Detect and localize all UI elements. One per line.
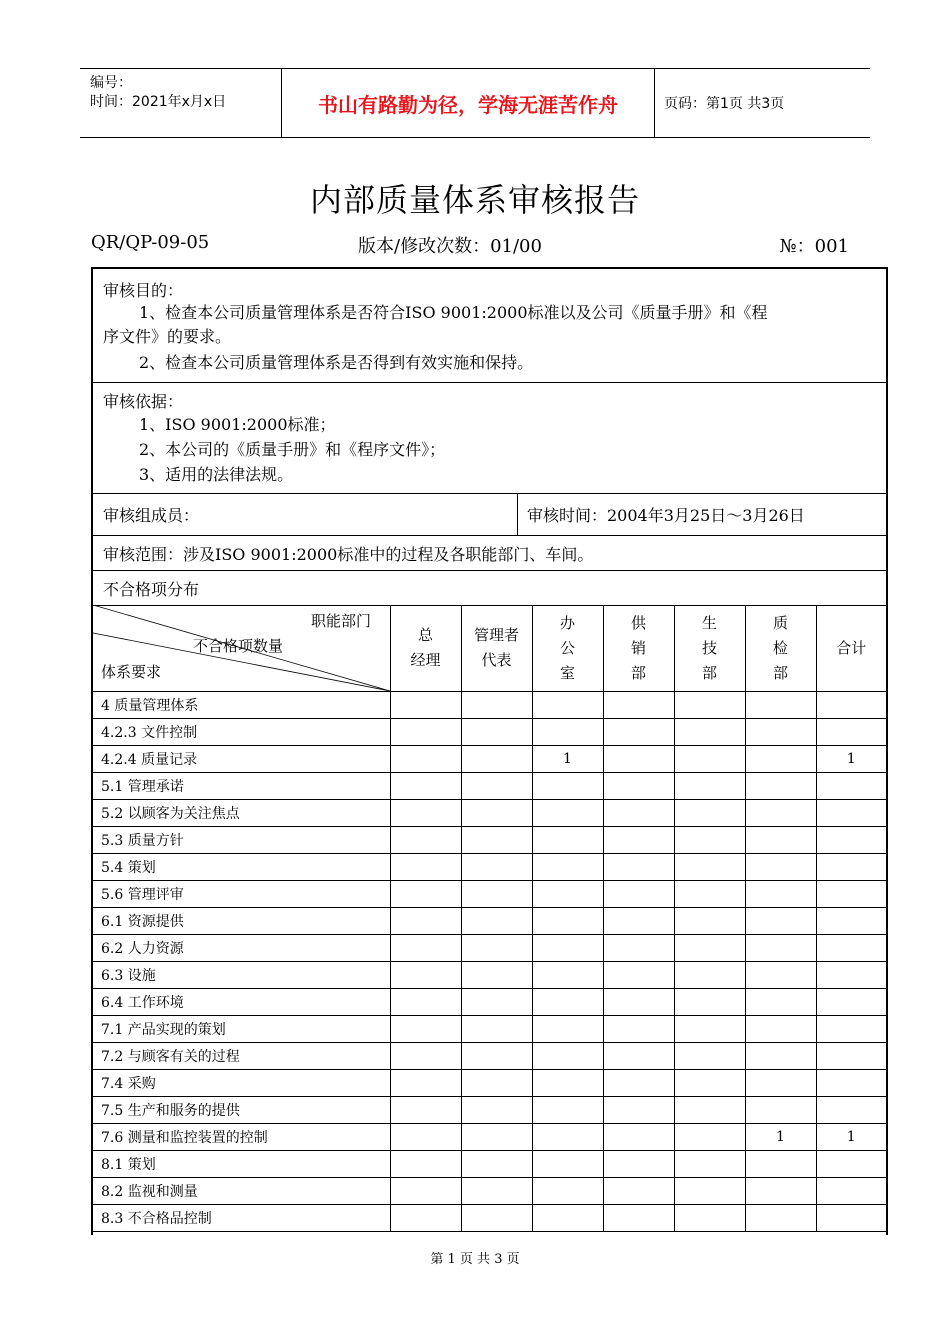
requirement-label: 6.4 工作环境 — [93, 989, 390, 1016]
count-cell — [532, 692, 603, 719]
count-cell — [745, 1205, 816, 1232]
count-cell — [603, 1016, 674, 1043]
column-header — [603, 605, 674, 692]
count-cell — [674, 800, 745, 827]
table-row — [93, 1043, 886, 1070]
count-cell — [674, 1043, 745, 1070]
count-cell — [532, 1097, 603, 1124]
column-header-line: 销 — [630, 638, 646, 657]
column-header-line: 技 — [701, 638, 717, 657]
code-label: 编号： — [90, 75, 132, 91]
table-row — [93, 1016, 886, 1043]
requirement-label: 6.2 人力资源 — [93, 935, 390, 962]
distribution-title-row — [93, 570, 886, 606]
count-cell — [816, 908, 886, 935]
count-cell — [461, 1178, 532, 1205]
page-info: 页码：第1页 共3页 — [664, 96, 785, 112]
count-cell — [816, 989, 886, 1016]
count-cell — [390, 800, 461, 827]
count-cell: 1 — [816, 1124, 886, 1151]
column-header-line: 合计 — [836, 638, 867, 657]
count-cell — [390, 1016, 461, 1043]
table-row — [93, 692, 886, 719]
table-row — [93, 881, 886, 908]
column-header — [816, 605, 886, 692]
count-cell — [390, 881, 461, 908]
column-header — [390, 605, 461, 692]
diagonal-header-cell — [93, 605, 390, 692]
count-cell — [745, 935, 816, 962]
requirement-label: 8.1 策划 — [93, 1151, 390, 1178]
count-cell — [603, 1178, 674, 1205]
count-cell — [674, 1205, 745, 1232]
audit-team-section — [93, 493, 886, 536]
page-footer: 第 1 页 共 3 页 — [430, 1252, 520, 1267]
count-cell — [603, 1070, 674, 1097]
count-cell — [745, 881, 816, 908]
table-row — [93, 1151, 886, 1178]
count-cell — [532, 1178, 603, 1205]
count-cell — [390, 854, 461, 881]
requirement-label: 4.2.3 文件控制 — [93, 719, 390, 746]
count-cell — [816, 935, 886, 962]
count-cell — [461, 881, 532, 908]
count-cell — [816, 962, 886, 989]
requirement-label: 7.4 采购 — [93, 1070, 390, 1097]
audit-purpose-section — [93, 269, 886, 383]
column-header-line: 管理者 — [473, 626, 519, 644]
column-header-line: 部 — [772, 663, 788, 682]
document-title: 内部质量体系审核报告 — [309, 181, 640, 219]
count-cell — [461, 935, 532, 962]
count-cell — [461, 854, 532, 881]
count-cell — [603, 935, 674, 962]
count-cell — [745, 1097, 816, 1124]
column-header — [461, 605, 532, 692]
audit-time: 审核时间：2004年3月25日～3月26日 — [527, 506, 805, 525]
count-cell — [816, 1043, 886, 1070]
count-cell — [532, 962, 603, 989]
count-cell — [461, 746, 532, 773]
table-header-row — [93, 605, 886, 692]
count-cell — [390, 692, 461, 719]
count-cell — [603, 692, 674, 719]
column-header — [674, 605, 745, 692]
count-cell — [603, 1097, 674, 1124]
count-cell — [603, 827, 674, 854]
count-cell — [816, 1097, 886, 1124]
count-cell — [603, 773, 674, 800]
table-row — [93, 746, 886, 773]
count-cell — [390, 1070, 461, 1097]
table-row — [93, 719, 886, 746]
count-cell — [532, 827, 603, 854]
count-cell — [816, 1016, 886, 1043]
count-cell — [603, 1205, 674, 1232]
motto: 书山有路勤为径，学海无涯苦作舟 — [281, 69, 655, 137]
table-row — [93, 773, 886, 800]
distribution-title: 不合格项分布 — [103, 580, 200, 599]
count-cell — [532, 773, 603, 800]
basis-line: 2、本公司的《质量手册》和《程序文件》； — [139, 440, 446, 459]
count-cell — [532, 989, 603, 1016]
count-cell — [816, 1205, 886, 1232]
audit-scope-section — [93, 535, 886, 571]
column-header-line: 部 — [630, 663, 646, 682]
count-cell — [532, 1043, 603, 1070]
count-cell — [390, 773, 461, 800]
requirement-label: 6.3 设施 — [93, 962, 390, 989]
count-cell — [461, 1043, 532, 1070]
count-cell — [816, 800, 886, 827]
requirement-label: 6.1 资源提供 — [93, 908, 390, 935]
count-cell — [745, 773, 816, 800]
requirement-label: 7.1 产品实现的策划 — [93, 1016, 390, 1043]
count-cell — [390, 1205, 461, 1232]
column-header-line: 检 — [772, 638, 788, 657]
requirement-label: 5.3 质量方针 — [93, 827, 390, 854]
count-cell — [461, 908, 532, 935]
purpose-line: 2、检查本公司质量管理体系是否得到有效实施和保持。 — [139, 353, 534, 372]
requirement-label: 7.5 生产和服务的提供 — [93, 1097, 390, 1124]
table-row — [93, 935, 886, 962]
table-row — [93, 962, 886, 989]
count-cell — [461, 989, 532, 1016]
team-divider — [517, 493, 518, 535]
count-cell — [674, 773, 745, 800]
purpose-line: 序文件》的要求。 — [103, 327, 232, 346]
count-cell — [532, 800, 603, 827]
count-cell — [745, 908, 816, 935]
basis-line: 1、ISO 9001:2000标准； — [139, 415, 336, 434]
table-row — [93, 1070, 886, 1097]
count-cell — [816, 719, 886, 746]
count-cell — [745, 1070, 816, 1097]
count-cell — [674, 962, 745, 989]
count-cell — [390, 1097, 461, 1124]
count-cell — [674, 1097, 745, 1124]
count-cell — [745, 692, 816, 719]
version-info: 版本/修改次数：01/00 — [358, 236, 542, 257]
count-cell — [532, 719, 603, 746]
count-cell — [816, 773, 886, 800]
count-cell — [390, 962, 461, 989]
requirement-label: 4.2.4 质量记录 — [93, 746, 390, 773]
count-cell — [532, 1124, 603, 1151]
audit-purpose-label: 审核目的： — [103, 281, 184, 300]
count-cell — [461, 827, 532, 854]
count-cell: 1 — [816, 746, 886, 773]
count-cell — [532, 1151, 603, 1178]
requirement-label: 5.2 以顾客为关注焦点 — [93, 800, 390, 827]
column-header-line: 质 — [772, 613, 788, 632]
table-row — [93, 1178, 886, 1205]
count-cell — [603, 1124, 674, 1151]
column-header-line: 经理 — [410, 651, 441, 669]
count-cell — [532, 908, 603, 935]
count-cell — [461, 692, 532, 719]
count-cell — [532, 1016, 603, 1043]
count-cell — [603, 1151, 674, 1178]
count-cell — [461, 1070, 532, 1097]
count-cell — [674, 854, 745, 881]
header-left-cell — [80, 69, 280, 137]
requirement-label: 8.3 不合格品控制 — [93, 1205, 390, 1232]
count-cell — [532, 854, 603, 881]
count-cell — [390, 989, 461, 1016]
count-cell — [745, 989, 816, 1016]
count-cell — [674, 746, 745, 773]
count-cell — [390, 1151, 461, 1178]
count-cell — [745, 1016, 816, 1043]
count-cell — [674, 827, 745, 854]
count-cell — [674, 908, 745, 935]
count-cell — [461, 962, 532, 989]
count-cell — [745, 1151, 816, 1178]
count-cell — [603, 989, 674, 1016]
count-cell — [674, 989, 745, 1016]
count-cell — [532, 881, 603, 908]
count-cell — [461, 719, 532, 746]
count-cell — [816, 1178, 886, 1205]
count-cell — [674, 1016, 745, 1043]
count-cell — [390, 908, 461, 935]
column-header-line: 生 — [701, 613, 717, 632]
basis-line: 3、适用的法律法规。 — [139, 465, 294, 484]
count-cell — [461, 1151, 532, 1178]
count-cell — [390, 1043, 461, 1070]
count-cell — [532, 935, 603, 962]
count-cell — [390, 746, 461, 773]
document-header — [80, 68, 870, 138]
column-header-line: 部 — [701, 663, 717, 682]
requirement-label: 8.2 监视和测量 — [93, 1178, 390, 1205]
corner-label-count: 不合格项数量 — [193, 637, 284, 655]
requirement-label: 5.6 管理评审 — [93, 881, 390, 908]
count-cell — [745, 1178, 816, 1205]
count-cell — [745, 719, 816, 746]
table-row — [93, 989, 886, 1016]
table-row — [93, 1205, 886, 1232]
column-header — [532, 605, 603, 692]
count-cell — [603, 881, 674, 908]
requirement-label: 5.4 策划 — [93, 854, 390, 881]
count-cell — [603, 719, 674, 746]
column-header-line: 代表 — [481, 651, 512, 669]
count-cell — [816, 1070, 886, 1097]
count-cell — [603, 908, 674, 935]
count-cell — [603, 854, 674, 881]
audit-scope: 审核范围：涉及ISO 9001:2000标准中的过程及各职能部门、车间。 — [103, 545, 594, 564]
audit-basis-section — [93, 382, 886, 494]
count-cell — [745, 1043, 816, 1070]
count-cell — [390, 1124, 461, 1151]
count-cell — [745, 746, 816, 773]
corner-label-departments: 职能部门 — [311, 612, 372, 630]
count-cell — [816, 1151, 886, 1178]
count-cell — [603, 1043, 674, 1070]
count-cell — [390, 827, 461, 854]
count-cell — [745, 827, 816, 854]
count-cell — [461, 1097, 532, 1124]
count-cell — [390, 719, 461, 746]
document-code: QR/QP-09-05 — [91, 232, 210, 253]
audit-basis-label: 审核依据： — [103, 392, 184, 411]
column-header-line: 公 — [559, 638, 575, 657]
count-cell — [745, 962, 816, 989]
time-label: 时间：2021年x月x日 — [90, 94, 227, 110]
table-row — [93, 908, 886, 935]
purpose-line: 1、检查本公司质量管理体系是否符合ISO 9001:2000标准以及公司《质量手册》和《程 — [139, 303, 768, 322]
count-cell — [816, 881, 886, 908]
table-row — [93, 800, 886, 827]
count-cell — [816, 692, 886, 719]
count-cell — [674, 935, 745, 962]
count-cell — [674, 1124, 745, 1151]
column-header-line: 供 — [630, 613, 646, 632]
count-cell — [461, 1205, 532, 1232]
count-cell — [674, 881, 745, 908]
requirement-label: 7.6 测量和监控装置的控制 — [93, 1124, 390, 1151]
count-cell: 1 — [745, 1124, 816, 1151]
audit-members-label: 审核组成员： — [103, 506, 200, 525]
count-cell — [674, 1151, 745, 1178]
document-number: №：001 — [779, 236, 849, 257]
count-cell — [532, 1070, 603, 1097]
table-row — [93, 1124, 886, 1151]
count-cell — [390, 1178, 461, 1205]
column-header — [745, 605, 816, 692]
count-cell — [461, 773, 532, 800]
count-cell — [461, 800, 532, 827]
table-row — [93, 854, 886, 881]
count-cell — [816, 854, 886, 881]
count-cell — [674, 692, 745, 719]
audit-report-form — [91, 267, 888, 1235]
requirement-label: 4 质量管理体系 — [93, 692, 390, 719]
count-cell — [461, 1016, 532, 1043]
count-cell — [461, 1124, 532, 1151]
table-row — [93, 827, 886, 854]
count-cell — [745, 800, 816, 827]
count-cell — [532, 1205, 603, 1232]
requirement-label: 5.1 管理承诺 — [93, 773, 390, 800]
column-header-line: 办 — [559, 613, 575, 632]
count-cell — [390, 935, 461, 962]
count-cell — [816, 827, 886, 854]
count-cell — [603, 746, 674, 773]
count-cell — [603, 962, 674, 989]
count-cell — [674, 1070, 745, 1097]
count-cell — [745, 854, 816, 881]
requirement-label: 7.2 与顾客有关的过程 — [93, 1043, 390, 1070]
nonconformity-table — [93, 605, 886, 1232]
table-row — [93, 1097, 886, 1124]
count-cell — [603, 800, 674, 827]
column-header-line: 总 — [417, 626, 433, 644]
count-cell — [674, 1178, 745, 1205]
column-header-line: 室 — [559, 663, 575, 682]
count-cell — [674, 719, 745, 746]
corner-label-requirements: 体系要求 — [101, 663, 162, 681]
count-cell: 1 — [532, 746, 603, 773]
